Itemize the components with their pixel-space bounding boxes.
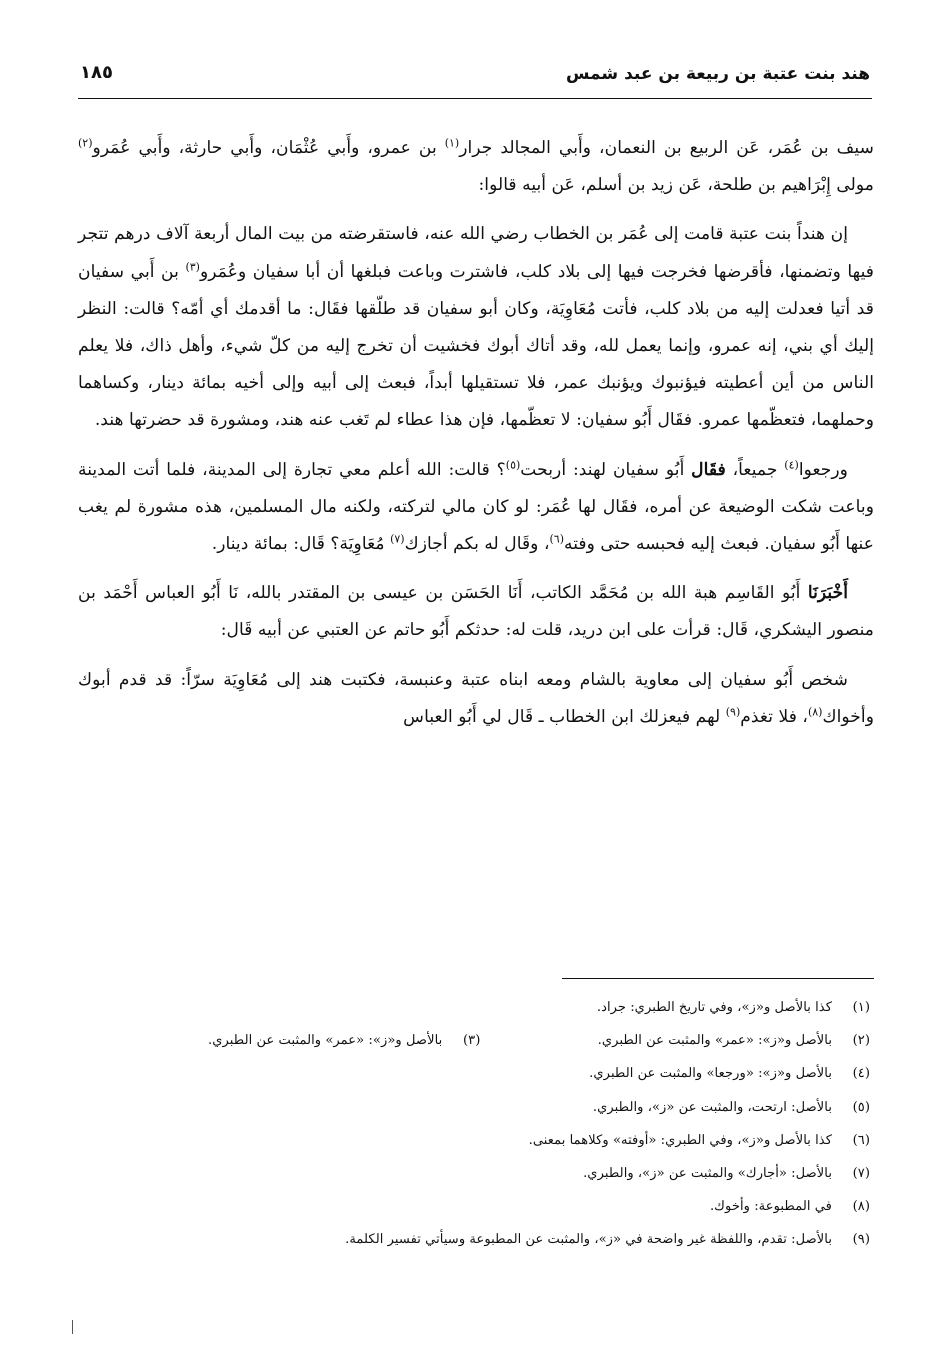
- paragraph-return: ورجعوا$^{(٤)}$ جميعاً، فقَال أَبُو سفيان لهند: أربحت$^{(٥)}$؟ قالت: الله أعلم معي تجارة إلى المدينة، فلما أتت المدينة وباعت شكت الوضيعة عن أمره، فقَال لها عُمَر: لو كان مالي لتركته، ولكنه مال المسلمين، هذه مشورة لم يغب عنها أَبُو سفيان. فبعث إليه فحبسه حتى وفته$^{(٦)}$، وقَال له بكم أجازك$^{(٧)}$ مُعَاوِيَة؟ قَال: بمائة دينار.: [78, 457, 874, 555]
- footnote-1: (١) كذا بالأصل و«ز»، وفي تاريخ الطبري: جراد.: [596, 1000, 870, 1015]
- paragraph-isnad: سيف بن عُمَر، عَن الربيع بن النعمان، وأَبي المجالد جرار$^{(١)}$ بن عمرو، وأَبي عُثْمَان، وأَبي حارثة، وأَبي عُمَرو$^{(٢)}$ مولى إِبْرَاهيم بن طلحة، عَن زيد بن أسلم، عَن أبيه قالوا:: [78, 136, 874, 196]
- running-title: هند بنت عتبة بن ربيعة بن عبد شمس: [566, 64, 870, 84]
- footnote-3: (٣) بالأصل و«ز»: «عمر» والمثبت عن الطبري.: [208, 1033, 481, 1049]
- paragraph-akhbarana: أَخْبَرَنَا أَبُو القَاسِم هبة الله بن مُحَمَّد الكاتب، أَنَا الحَسَن بن عيسى بن المقتدر بالله، نَا أَبُو العباس أَحْمَد بن منصور اليشكري، قَال: قرأت على ابن دريد، قلت له: حدثكم أَبُو حاتم عن العتبي عن أبيه قَال:: [78, 583, 874, 641]
- footnote-5: (٥) بالأصل: ارتحت، والمثبت عن «ز»، والطبري.: [592, 1099, 870, 1115]
- footnotes: [78, 991, 874, 1257]
- footnote-6: (٦) كذا بالأصل و«ز»، وفي الطبري: «أوفته» وكلاهما بمعنى.: [528, 1132, 870, 1148]
- footnote-ref-8: (٨): [807, 705, 823, 719]
- footnote-9: (٩) بالأصل: تقدم، واللفظة غير واضحة في «ز»، والمثبت عن المطبوعة وسيأتي تفسير الكلمة.: [345, 1232, 870, 1248]
- footnote-4: (٤) بالأصل و«ز»: «ورجعا» والمثبت عن الطبري.: [589, 1066, 870, 1082]
- footnote-ref-2: (٢): [78, 136, 93, 150]
- footnote-7: (٧) بالأصل: «أجارك» والمثبت عن «ز»، والطبري.: [583, 1166, 870, 1182]
- margin-mark: [72, 1320, 73, 1334]
- footnote-divider: [562, 978, 874, 979]
- page-number: ١٨٥: [80, 62, 113, 83]
- footnote-2: (٢) بالأصل و«ز»: «عمر» والمثبت عن الطبري.: [597, 1033, 870, 1049]
- paragraph-letter: شخص أَبُو سفيان إلى معاوية بالشام ومعه ابناه عتبة وعنبسة، فكتبت هند إلى مُعَاوِيَة سرّاً: قد قدم أبوك وأخواك$^{(٨)}$، فلا تغذم$^{(٩)}$ لهم فيعزلك ابن الخطاب ـ قَال لي أَبُو العباس: [78, 669, 874, 727]
- footnote-ref-7: (٧): [390, 532, 405, 546]
- footnote-ref-6: (٦): [549, 532, 565, 546]
- footnote-ref-5: (٥): [505, 457, 521, 471]
- page-header: [78, 58, 872, 99]
- main-text: [78, 130, 874, 748]
- footnote-ref-3: (٣): [185, 259, 200, 273]
- footnote-ref-9: (٩): [725, 705, 741, 719]
- paragraph-hind-loan: إن هنداً بنت عتبة قامت إلى عُمَر بن الخطاب رضي الله عنه، فاستقرضته من بيت المال أربعة آلاف درهم تتجر فيها وتضمنها، فأقرضها فخرجت فيها إلى بلاد كلب، فاشترت وباعت فبلغها أن أبا سفيان وعُمَرو$^{(٣)}$ بن أَبي سفيان قد أتيا فعدلت إليه من بلاد كلب، فأتت مُعَاوِيَة، وكان أبو سفيان قد طلّقها فقَال: ما أقدمك أي أمّه؟ قالت: النظر إليك أي بني، إنه عمرو، وإنما يعمل لله، وقد أتاك أبوك فخشيت أن تخرج إليه من كلّ شيء، وأهل ذاك، فلا يعلم الناس من أين أعطيته فيؤنبوك ويؤنبك عمر، فلا تستقيلها أبداً، فبعث إلى أبيه وإلى أخيه بمائة دينار، وكساهما وحملهما، فتعظّمها عمرو. فقَال أَبُو سفيان: لا تعظّمها، فإن هذا عطاء لم تَغب عنه هند، ومشورة قد حضرتها هند.: [78, 224, 874, 431]
- footnote-row-2-3: [78, 1024, 874, 1057]
- footnote-8: (٨) في المطبوعة: وأخوك.: [709, 1199, 870, 1215]
- footnote-ref-1: (١): [444, 136, 460, 150]
- footnote-ref-4: (٤): [784, 457, 799, 471]
